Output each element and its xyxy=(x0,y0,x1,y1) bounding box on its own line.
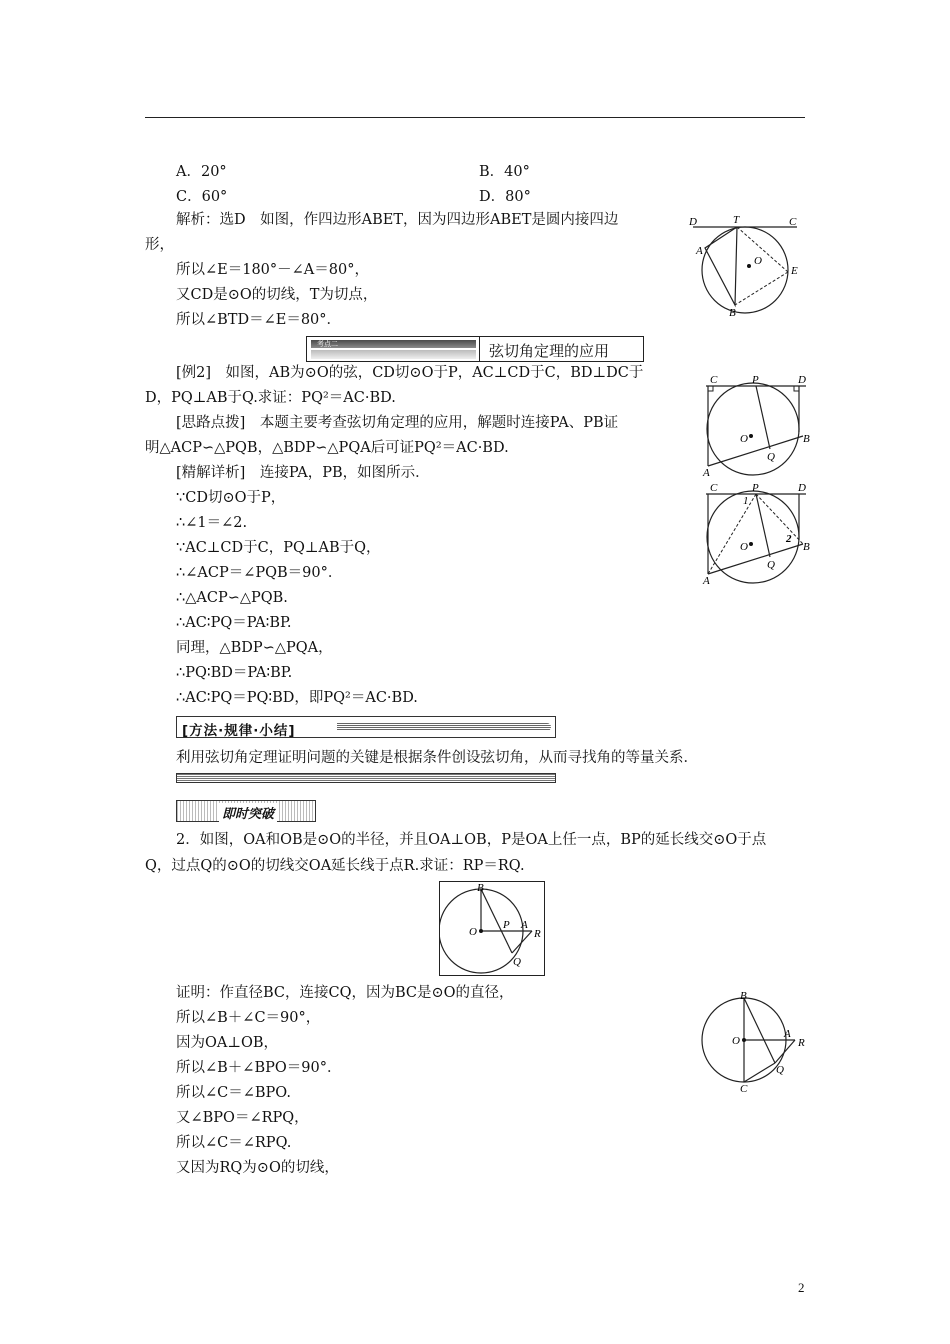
fig5-label: R xyxy=(798,1037,805,1049)
fig3-label: A xyxy=(703,575,710,587)
example2-line: ∴PQ∶BD＝PA∶BP. xyxy=(176,665,293,681)
method-summary-footer xyxy=(176,773,556,783)
fig2-label: P xyxy=(752,374,759,386)
figure-proof2 xyxy=(698,990,813,1092)
figure-problem2 xyxy=(439,881,545,976)
proof2-line: 又∠BPO＝∠RPQ， xyxy=(176,1110,309,1126)
example2-line: D，PQ⊥AB于Q.求证：PQ²＝AC·BD. xyxy=(145,390,396,406)
choice-a: A．20° xyxy=(176,164,227,180)
fig1-label: B xyxy=(729,307,736,319)
proof2-line: 因为OA⊥OB， xyxy=(176,1035,279,1051)
header-rule xyxy=(145,117,805,118)
fig3-label: P xyxy=(752,482,759,494)
proof2-line: 所以∠C＝∠BPO. xyxy=(176,1085,291,1101)
fig2-label: Q xyxy=(767,451,775,463)
fig3-label: Q xyxy=(767,559,775,571)
fig1-label: E xyxy=(791,265,798,277)
fig3-label: 1 xyxy=(743,495,749,507)
choice-d: D．80° xyxy=(479,189,531,205)
fig5-label: O xyxy=(732,1035,740,1047)
fig2-label: C xyxy=(710,374,718,386)
solution1-line: 形， xyxy=(145,237,174,253)
method-summary-label: [方法·规律·小结] xyxy=(182,723,296,739)
solution1-line: 所以∠E＝180°－∠A＝80°， xyxy=(176,262,369,278)
proof2-line: 又因为RQ为⊙O的切线， xyxy=(176,1160,339,1176)
example2-line: [精解详析] 连接PA，PB，如图所示． xyxy=(176,465,430,481)
example2-line: ∴AC∶PQ＝PQ∶BD，即PQ²＝AC·BD. xyxy=(176,690,418,706)
example2-line: ∴∠ACP＝∠PQB＝90°． xyxy=(176,565,343,581)
method-summary-header xyxy=(176,716,556,738)
fig3-label: D xyxy=(798,482,806,494)
fig5-label: A xyxy=(784,1028,791,1040)
fig4-label: R xyxy=(534,928,541,940)
figure-example2 xyxy=(700,372,815,482)
fig3-label: O xyxy=(740,541,748,553)
page-number: 2 xyxy=(798,1280,805,1295)
solution1-line: 又CD是⊙O的切线，T为切点， xyxy=(176,287,378,303)
section-header xyxy=(306,336,644,362)
example2-line: ∵AC⊥CD于C，PQ⊥AB于Q， xyxy=(176,540,381,556)
fig1-label: O xyxy=(754,255,762,267)
fig2-label: B xyxy=(803,433,810,445)
fig4-label: O xyxy=(469,926,477,938)
choice-c: C．60° xyxy=(176,189,228,205)
example2-line: ∴AC∶PQ＝PA∶BP. xyxy=(176,615,292,631)
section-tag: 考点二 xyxy=(311,340,476,348)
problem2-line: 2．如图，OA和OB是⊙O的半径，并且OA⊥OB，P是OA上任一点，BP的延长线交⊙O于点 xyxy=(176,832,767,848)
example2-line: [思路点拨] 本题主要考查弦切角定理的应用，解题时连接PA、PB证 xyxy=(176,415,619,431)
example2-line: 明△ACP∽△PQB，△BDP∽△PQA后可证PQ²＝AC·BD. xyxy=(145,440,509,456)
example2-line: [例2] 如图，AB为⊙O的弦，CD切⊙O于P，AC⊥CD于C，BD⊥DC于 xyxy=(176,365,644,381)
fig3-label: 2 xyxy=(786,533,792,545)
example2-line: ∴∠1＝∠2. xyxy=(176,515,248,531)
fig4-label: A xyxy=(521,919,528,931)
fig1-label: C xyxy=(789,216,797,228)
method-summary-text: 利用弦切角定理证明问题的关键是根据条件创设弦切角，从而寻找角的等量关系． xyxy=(176,750,698,766)
figure-inscribed-quadrilateral xyxy=(685,210,805,320)
choice-b: B．40° xyxy=(479,164,530,180)
fig5-label: C xyxy=(740,1083,748,1092)
fig5-label: B xyxy=(740,990,747,1002)
fig4-label: P xyxy=(503,919,510,931)
problem2-line: Q，过点Q的⊙O的切线交OA延长线于点R.求证：RP＝RQ. xyxy=(145,858,525,874)
proof2-line: 所以∠B＋∠BPO＝90°． xyxy=(176,1060,342,1076)
proof2-line: 所以∠C＝∠RPQ. xyxy=(176,1135,292,1151)
section-divider xyxy=(479,337,480,361)
solution1-line: 所以∠BTD＝∠E＝80°． xyxy=(176,312,342,328)
example2-line: ∴△ACP∽△PQB. xyxy=(176,590,288,606)
quick-breakthrough-badge xyxy=(176,800,316,822)
fig1-label: D xyxy=(689,216,697,228)
fig2-label: D xyxy=(798,374,806,386)
fig4-label: Q xyxy=(513,956,521,968)
example2-line: 同理，△BDP∽△PQA， xyxy=(176,640,333,656)
fig1-label: A xyxy=(696,245,703,257)
fig1-label: T xyxy=(733,214,740,226)
figure-example2-solution xyxy=(700,480,815,590)
proof2-line: 所以∠B＋∠C＝90°， xyxy=(176,1010,321,1026)
fig3-label: C xyxy=(710,482,718,494)
section-tag-underlay xyxy=(311,350,476,359)
section-title: 弦切角定理的应用 xyxy=(489,342,610,360)
quick-breakthrough-label: 即时突破 xyxy=(219,803,277,822)
fig3-label: B xyxy=(803,541,810,553)
fig2-label: A xyxy=(703,467,710,479)
fig2-label: O xyxy=(740,433,748,445)
proof2-line: 证明：作直径BC，连接CQ，因为BC是⊙O的直径， xyxy=(176,985,514,1001)
solution1-line: 解析：选D 如图，作四边形ABET，因为四边形ABET是圆内接四边 xyxy=(176,212,619,228)
method-summary-stripe xyxy=(337,723,551,731)
example2-line: ∵CD切⊙O于P， xyxy=(176,490,286,506)
fig5-label: Q xyxy=(776,1064,784,1076)
fig4-label: B xyxy=(477,882,484,894)
